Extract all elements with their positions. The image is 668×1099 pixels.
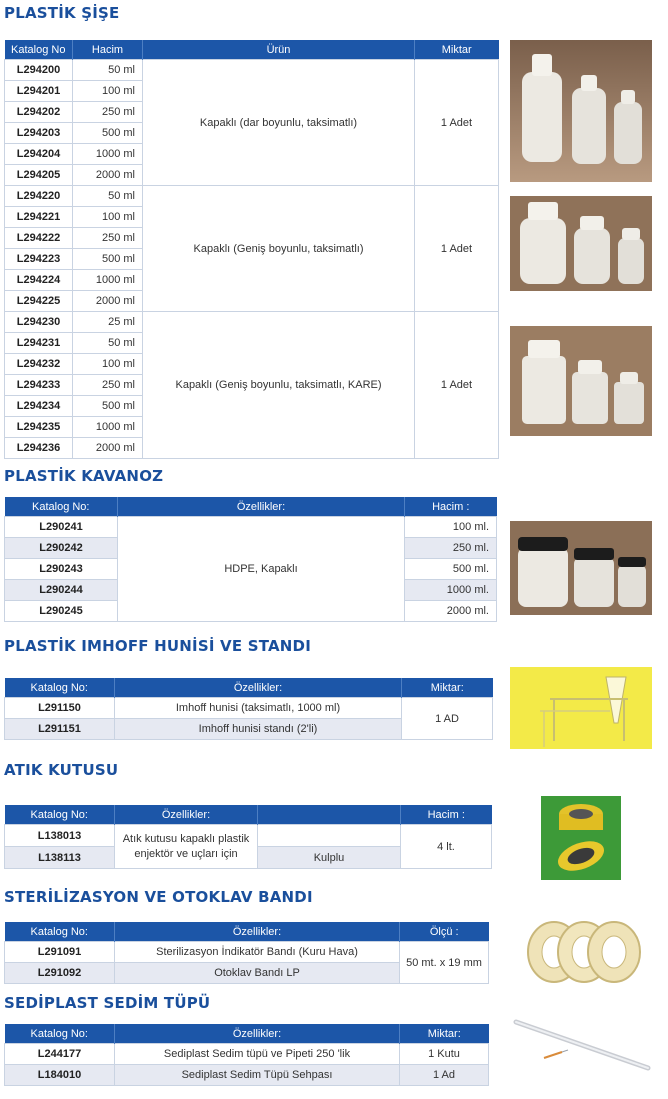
- col-header-hacim: Hacim: [73, 40, 143, 60]
- catalog-code: L294225: [5, 291, 73, 312]
- col-header-ozellikler: Özellikler:: [118, 497, 405, 517]
- sediplast-table: [4, 1024, 489, 1086]
- col-header-katalog: Katalog No:: [5, 922, 115, 942]
- jars-photo: [510, 521, 652, 615]
- col-header-ozellikler: Özellikler:: [115, 805, 258, 825]
- col-header-hacim: Hacim :: [401, 805, 492, 825]
- volume: 100 ml: [73, 81, 143, 102]
- volume: 2000 ml.: [405, 601, 497, 622]
- feature-description: Imhoff hunisi standı (2'li): [115, 719, 402, 740]
- quantity: 1 Kutu: [400, 1044, 489, 1065]
- extra-feature: Kulplu: [258, 847, 401, 869]
- feature-description: Sediplast Sedim tüpü ve Pipeti 250 'lik: [115, 1044, 400, 1065]
- catalog-code: L138013: [5, 825, 115, 847]
- narrow-neck-bottles-photo: [510, 40, 652, 182]
- catalog-code: L294236: [5, 438, 73, 459]
- section-title-atik-kutusu: ATIK KUTUSU: [4, 761, 119, 779]
- catalog-code: L294223: [5, 249, 73, 270]
- volume: 1000 ml: [73, 417, 143, 438]
- volume: 100 ml.: [405, 517, 497, 538]
- col-header-katalog: Katalog No:: [5, 1024, 115, 1044]
- section-title-plastik-kavanoz: PLASTİK KAVANOZ: [4, 467, 164, 485]
- table-row: [5, 186, 499, 207]
- table-header-row: [5, 497, 497, 517]
- volume: 2000 ml: [73, 438, 143, 459]
- volume: 250 ml.: [405, 538, 497, 559]
- col-header-ozellikler: Özellikler:: [115, 922, 400, 942]
- catalog-code: L294231: [5, 333, 73, 354]
- volume: 100 ml: [73, 354, 143, 375]
- product-description: Kapaklı (dar boyunlu, taksimatlı): [143, 60, 415, 186]
- catalog-code: L291092: [5, 963, 115, 984]
- quantity: 1 Adet: [415, 60, 499, 186]
- table-row: [5, 1065, 489, 1086]
- table-row: [5, 825, 492, 847]
- volume: 1000 ml: [73, 144, 143, 165]
- table-row: [5, 60, 499, 81]
- col-header-ozellikler: Özellikler:: [115, 1024, 400, 1044]
- catalog-code: L294230: [5, 312, 73, 333]
- section-title-sediplast: SEDİPLAST SEDİM TÜPÜ: [4, 994, 211, 1012]
- col-header-katalog: Katalog No: [5, 40, 73, 60]
- catalog-code: L291091: [5, 942, 115, 963]
- feature-description: HDPE, Kapaklı: [118, 517, 405, 622]
- empty-cell: [258, 825, 401, 847]
- table-row: [5, 698, 493, 719]
- col-header-miktar: Miktar:: [400, 1024, 489, 1044]
- quantity: 1 Adet: [415, 186, 499, 312]
- table-row: [5, 312, 499, 333]
- col-header-miktar: Miktar:: [402, 678, 493, 698]
- col-header-miktar: Miktar: [415, 40, 499, 60]
- volume: 500 ml: [73, 123, 143, 144]
- catalog-code: L290245: [5, 601, 118, 622]
- table-header-row: [5, 678, 493, 698]
- catalog-code: L294220: [5, 186, 73, 207]
- table-header-row: [5, 40, 499, 60]
- volume: 4 lt.: [401, 825, 492, 869]
- section-title-sterilizasyon: STERİLİZASYON VE OTOKLAV BANDI: [4, 888, 313, 906]
- square-bottles-photo: [510, 326, 652, 436]
- plastik-sise-table: [4, 40, 499, 459]
- table-row: [5, 1044, 489, 1065]
- product-description: Kapaklı (Geniş boyunlu, taksimatlı, KARE): [143, 312, 415, 459]
- volume: 1000 ml.: [405, 580, 497, 601]
- col-header-urun: Ürün: [143, 40, 415, 60]
- sedim-tube-photo: [510, 1016, 655, 1076]
- feature-description: Imhoff hunisi (taksimatlı, 1000 ml): [115, 698, 402, 719]
- volume: 500 ml: [73, 249, 143, 270]
- feature-description: Sediplast Sedim Tüpü Sehpası: [115, 1065, 400, 1086]
- catalog-code: L294234: [5, 396, 73, 417]
- catalog-code: L294232: [5, 354, 73, 375]
- autoclave-tape-photo: [512, 914, 652, 986]
- product-description: Kapaklı (Geniş boyunlu, taksimatlı): [143, 186, 415, 312]
- volume: 2000 ml: [73, 165, 143, 186]
- table-header-row: [5, 805, 492, 825]
- size: 50 mt. x 19 mm: [400, 942, 489, 984]
- catalog-code: L294233: [5, 375, 73, 396]
- quantity: 1 AD: [402, 698, 493, 740]
- catalog-code: L290243: [5, 559, 118, 580]
- volume: 250 ml: [73, 228, 143, 249]
- volume: 50 ml: [73, 60, 143, 81]
- col-header-empty: [258, 805, 401, 825]
- sterilizasyon-table: [4, 922, 489, 984]
- imhoff-table: [4, 678, 493, 740]
- col-header-katalog: Katalog No:: [5, 497, 118, 517]
- quantity: 1 Adet: [415, 312, 499, 459]
- catalog-code: L291150: [5, 698, 115, 719]
- catalog-code: L294224: [5, 270, 73, 291]
- catalog-code: L290242: [5, 538, 118, 559]
- catalog-code: L294205: [5, 165, 73, 186]
- col-header-ozellikler: Özellikler:: [115, 678, 402, 698]
- catalog-code: L184010: [5, 1065, 115, 1086]
- col-header-katalog: Katalog No:: [5, 805, 115, 825]
- feature-description: Otoklav Bandı LP: [115, 963, 400, 984]
- catalog-code: L244177: [5, 1044, 115, 1065]
- volume: 50 ml: [73, 186, 143, 207]
- catalog-code: L294221: [5, 207, 73, 228]
- imhoff-funnel-photo: [510, 667, 652, 749]
- volume: 25 ml: [73, 312, 143, 333]
- plastik-kavanoz-table: [4, 497, 497, 622]
- table-header-row: [5, 1024, 489, 1044]
- waste-box-photo: [541, 796, 621, 880]
- volume: 1000 ml: [73, 270, 143, 291]
- catalog-code: L294235: [5, 417, 73, 438]
- catalog-code: L138113: [5, 847, 115, 869]
- section-title-imhoff: PLASTİK IMHOFF HUNİSİ VE STANDI: [4, 637, 311, 655]
- volume: 50 ml: [73, 333, 143, 354]
- catalog-code: L290244: [5, 580, 118, 601]
- catalog-code: L294200: [5, 60, 73, 81]
- volume: 250 ml: [73, 102, 143, 123]
- volume: 2000 ml: [73, 291, 143, 312]
- col-header-hacim: Hacim :: [405, 497, 497, 517]
- atik-kutusu-table: [4, 805, 492, 869]
- catalog-code: L294201: [5, 81, 73, 102]
- col-header-katalog: Katalog No:: [5, 678, 115, 698]
- catalog-code: L291151: [5, 719, 115, 740]
- table-row: [5, 942, 489, 963]
- feature-description: Atık kutusu kapaklı plastik enjektör ve uçları için: [115, 825, 258, 869]
- section-title-plastik-sise: PLASTİK ŞİŞE: [4, 4, 120, 22]
- col-header-olcu: Ölçü :: [400, 922, 489, 942]
- quantity: 1 Ad: [400, 1065, 489, 1086]
- volume: 500 ml: [73, 396, 143, 417]
- table-row: [5, 517, 497, 538]
- catalog-code: L294204: [5, 144, 73, 165]
- feature-description: Sterilizasyon İndikatör Bandı (Kuru Hava): [115, 942, 400, 963]
- volume: 100 ml: [73, 207, 143, 228]
- catalog-code: L290241: [5, 517, 118, 538]
- catalog-code: L294203: [5, 123, 73, 144]
- wide-neck-bottles-photo: [510, 196, 652, 291]
- catalog-code: L294202: [5, 102, 73, 123]
- volume: 500 ml.: [405, 559, 497, 580]
- catalog-code: L294222: [5, 228, 73, 249]
- table-header-row: [5, 922, 489, 942]
- volume: 250 ml: [73, 375, 143, 396]
